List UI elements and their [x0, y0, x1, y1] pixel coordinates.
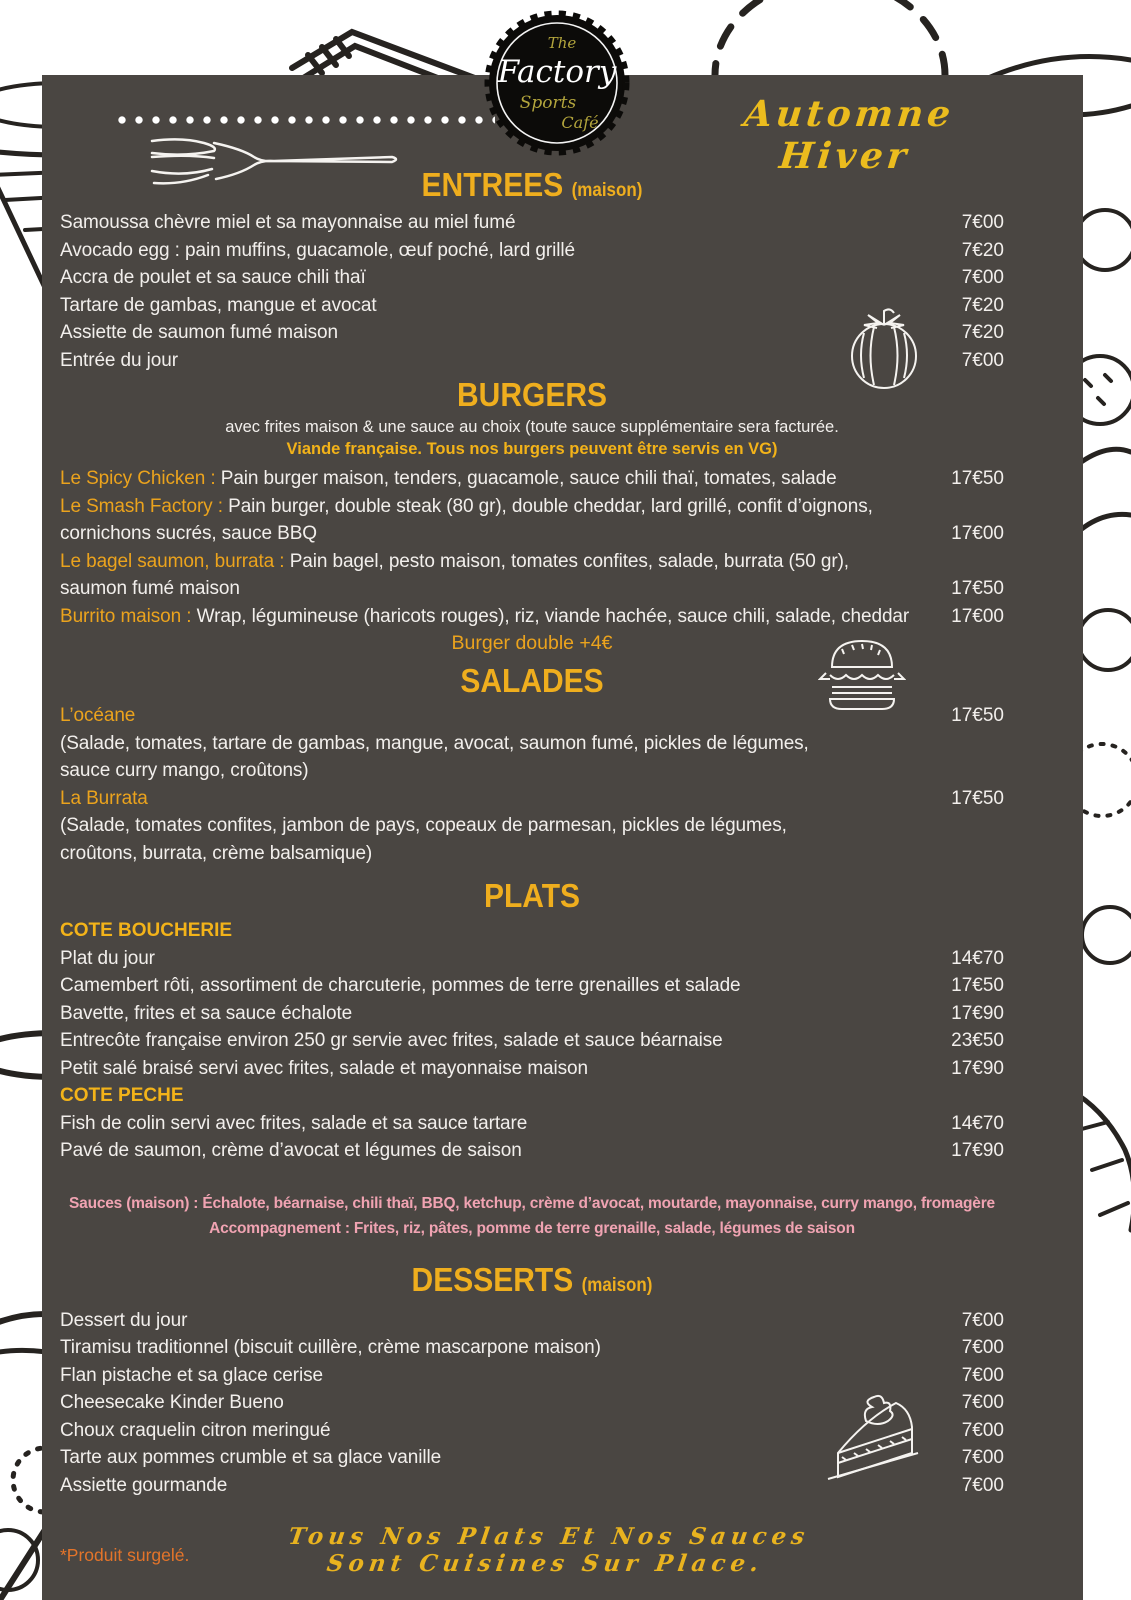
- dish-desc: (Salade, tomates confites, jambon de pays, copeaux de parmesan, pickles de légumes,: [60, 815, 787, 836]
- dotted-divider: [117, 115, 495, 125]
- entrees-title-suffix: (maison): [571, 179, 643, 201]
- menu-item-row: [60, 548, 1004, 576]
- sauces-note: Sauces (maison) : Échalote, béarnaise, chili thaï, BBQ, ketchup, crème d’avocat, moutarde, mayonnaise, curry mango, fromagère: [69, 1194, 995, 1212]
- dish-name: Petit salé braisé servi avec frites, salade et mayonnaise maison: [60, 1057, 588, 1079]
- frozen-product-note: *Produit surgelé.: [60, 1545, 190, 1565]
- burgers-section: [60, 465, 1004, 657]
- dish-price: 7€00: [961, 267, 1004, 288]
- dish-name: Bavette, frites et sa sauce échalote: [60, 1002, 353, 1024]
- dish-price: 14€70: [951, 947, 1004, 969]
- dish-price: 17€50: [951, 975, 1004, 996]
- dish-price: 7€20: [961, 294, 1004, 316]
- dish-price: 7€00: [961, 1474, 1004, 1496]
- logo-cafe: Café: [561, 113, 599, 132]
- subsection-heading: COTE PECHE: [60, 1085, 184, 1106]
- menu-item-row: [60, 1137, 1004, 1165]
- menu-item-row: [60, 575, 1004, 603]
- burgers-note: avec frites maison & une sauce au choix (toute sauce supplémentaire sera facturée.: [225, 418, 839, 436]
- dish-name: Camembert rôti, assortiment de charcuterie, pommes de terre grenailles et salade: [60, 975, 741, 996]
- dish-name: Choux craquelin citron meringué: [60, 1419, 331, 1441]
- dish-price: 17€50: [951, 787, 1004, 809]
- dish-name: Tiramisu traditionnel (biscuit cuillère, crème mascarpone maison): [60, 1337, 601, 1358]
- menu-item-row: [60, 493, 1004, 521]
- dish-label: Le Smash Factory :: [60, 495, 223, 517]
- dish-price: 17€50: [951, 578, 1004, 599]
- menu-item-row: [60, 1307, 1004, 1335]
- dish-label: Le bagel saumon, burrata :: [60, 550, 285, 572]
- dish-name: Tartare de gambas, mangue et avocat: [60, 294, 377, 316]
- factory-logo: [482, 8, 632, 158]
- dish-name: L’océane: [60, 705, 136, 726]
- dish-name: Accra de poulet et sa sauce chili thaï: [60, 267, 366, 288]
- dish-price: 23€50: [951, 1030, 1004, 1051]
- dish-name: Entrecôte française environ 250 gr servie avec frites, salade et sauce béarnaise: [60, 1030, 723, 1051]
- dish-price: 17€90: [951, 1002, 1004, 1024]
- accompagnement-note: Accompagnement : Frites, riz, pâtes, pomme de terre grenaille, salade, légumes de saison: [209, 1219, 855, 1237]
- dish-label: Burrito maison :: [60, 605, 192, 627]
- plats-title: PLATS: [483, 877, 581, 915]
- cake-slice-icon: [826, 1391, 920, 1481]
- menu-item-row: [60, 1027, 1004, 1055]
- menu-item-row: [60, 1110, 1004, 1138]
- burgers-note-highlight: Viande française. Tous nos burgers peuvent être servis en VG): [286, 440, 778, 458]
- salades-title: SALADES: [460, 662, 604, 700]
- dish-price: 17€90: [951, 1057, 1004, 1079]
- dish-price: 7€00: [961, 1392, 1004, 1413]
- dish-desc-cont: saumon fumé maison: [60, 578, 240, 599]
- burger-icon: [818, 633, 906, 713]
- dish-price: 14€70: [951, 1112, 1004, 1134]
- menu-item-row: [60, 785, 1004, 813]
- dish-name: Assiette de saumon fumé maison: [60, 322, 338, 343]
- logo-factory: Factory: [497, 54, 617, 90]
- menu-item-row: [60, 972, 1004, 1000]
- dish-name: Avocado egg : pain muffins, guacamole, œuf poché, lard grillé: [60, 239, 575, 261]
- menu-header: [42, 34, 1083, 177]
- dish-desc: Pain burger, double steak (80 gr), double cheddar, lard grillé, confit d’oignons,: [228, 495, 873, 517]
- logo-the: The: [547, 34, 577, 52]
- dish-name: La Burrata: [60, 787, 148, 809]
- entrees-title: ENTREES (maison): [421, 166, 643, 204]
- salades-section: [60, 702, 1004, 867]
- dish-name: Pavé de saumon, crème d’avocat et légumes de saison: [60, 1140, 522, 1161]
- dish-price: 7€00: [961, 1309, 1004, 1331]
- menu-panel: [42, 34, 1083, 1600]
- dish-desc-cont: cornichons sucrés, sauce BBQ: [60, 523, 317, 544]
- dish-name: Fish de colin servi avec frites, salade et sa sauce tartare: [60, 1112, 528, 1134]
- menu-item-row: [60, 1334, 1004, 1362]
- dish-label: Le Spicy Chicken :: [60, 468, 216, 489]
- plats-section: [60, 917, 1004, 1165]
- dish-name: Dessert du jour: [60, 1309, 188, 1331]
- desserts-title: DESSERTS (maison): [411, 1261, 653, 1299]
- dish-price: 7€00: [961, 349, 1004, 371]
- dish-desc: croûtons, burrata, crème balsamique): [60, 842, 373, 864]
- dish-price: 7€20: [961, 239, 1004, 261]
- menu-item-row: [60, 237, 1004, 265]
- subsection-heading: COTE BOUCHERIE: [60, 920, 233, 941]
- dish-desc: (Salade, tomates, tartare de gambas, mangue, avocat, saumon fumé, pickles de légumes,: [60, 732, 809, 754]
- dish-price: 7€00: [961, 212, 1004, 233]
- menu-item-row: [60, 209, 1004, 237]
- logo-sports: Sports: [519, 93, 577, 113]
- menu-item-row: [60, 465, 1004, 493]
- dish-name: Plat du jour: [60, 947, 155, 969]
- dish-name: Flan pistache et sa glace cerise: [60, 1364, 323, 1386]
- dish-price: 17€50: [951, 468, 1004, 489]
- dish-price: 17€50: [951, 705, 1004, 726]
- dish-price: 17€00: [951, 523, 1004, 544]
- dish-price: 7€00: [961, 1337, 1004, 1358]
- burgers-title: BURGERS: [456, 376, 607, 414]
- dish-price: 7€20: [961, 322, 1004, 343]
- dish-name: Samoussa chèvre miel et sa mayonnaise au miel fumé: [60, 212, 516, 233]
- menu-item-row: [60, 1362, 1004, 1390]
- dish-price: 17€00: [951, 605, 1004, 627]
- menu-item-row: [60, 1000, 1004, 1028]
- dish-name: Entrée du jour: [60, 349, 178, 371]
- menu-item-row: [60, 603, 1004, 631]
- menu-item-row: [60, 264, 1004, 292]
- burger-double-note: Burger double +4€: [451, 632, 613, 654]
- dish-price: 7€00: [961, 1419, 1004, 1441]
- dish-name: Assiette gourmande: [60, 1474, 228, 1496]
- dish-desc: Pain burger maison, tenders, guacamole, sauce chili thaï, tomates, salade: [220, 468, 837, 489]
- menu-item-row: [60, 945, 1004, 973]
- dish-name: Tarte aux pommes crumble et sa glace vanille: [60, 1447, 442, 1468]
- dish-desc: sauce curry mango, croûtons): [60, 760, 309, 781]
- dish-price: 17€90: [951, 1140, 1004, 1161]
- menu-item-row: [60, 1055, 1004, 1083]
- dish-price: 7€00: [961, 1364, 1004, 1386]
- menu-item-row: [60, 520, 1004, 548]
- season-title: Automne Hiver: [742, 93, 957, 177]
- dish-price: 7€00: [961, 1447, 1004, 1468]
- dish-desc: Wrap, légumineuse (haricots rouges), riz, viande hachée, sauce chili, salade, cheddar: [196, 605, 910, 627]
- dish-name: Cheesecake Kinder Bueno: [60, 1392, 284, 1413]
- tomato-icon: [841, 303, 927, 391]
- footer-tagline: Tous Nos Plats Et Nos Sauces Sont Cuisines Sur Place.: [286, 1523, 812, 1577]
- desserts-title-suffix: (maison): [581, 1273, 653, 1295]
- dish-desc: Pain bagel, pesto maison, tomates confites, salade, burrata (50 gr),: [289, 550, 849, 572]
